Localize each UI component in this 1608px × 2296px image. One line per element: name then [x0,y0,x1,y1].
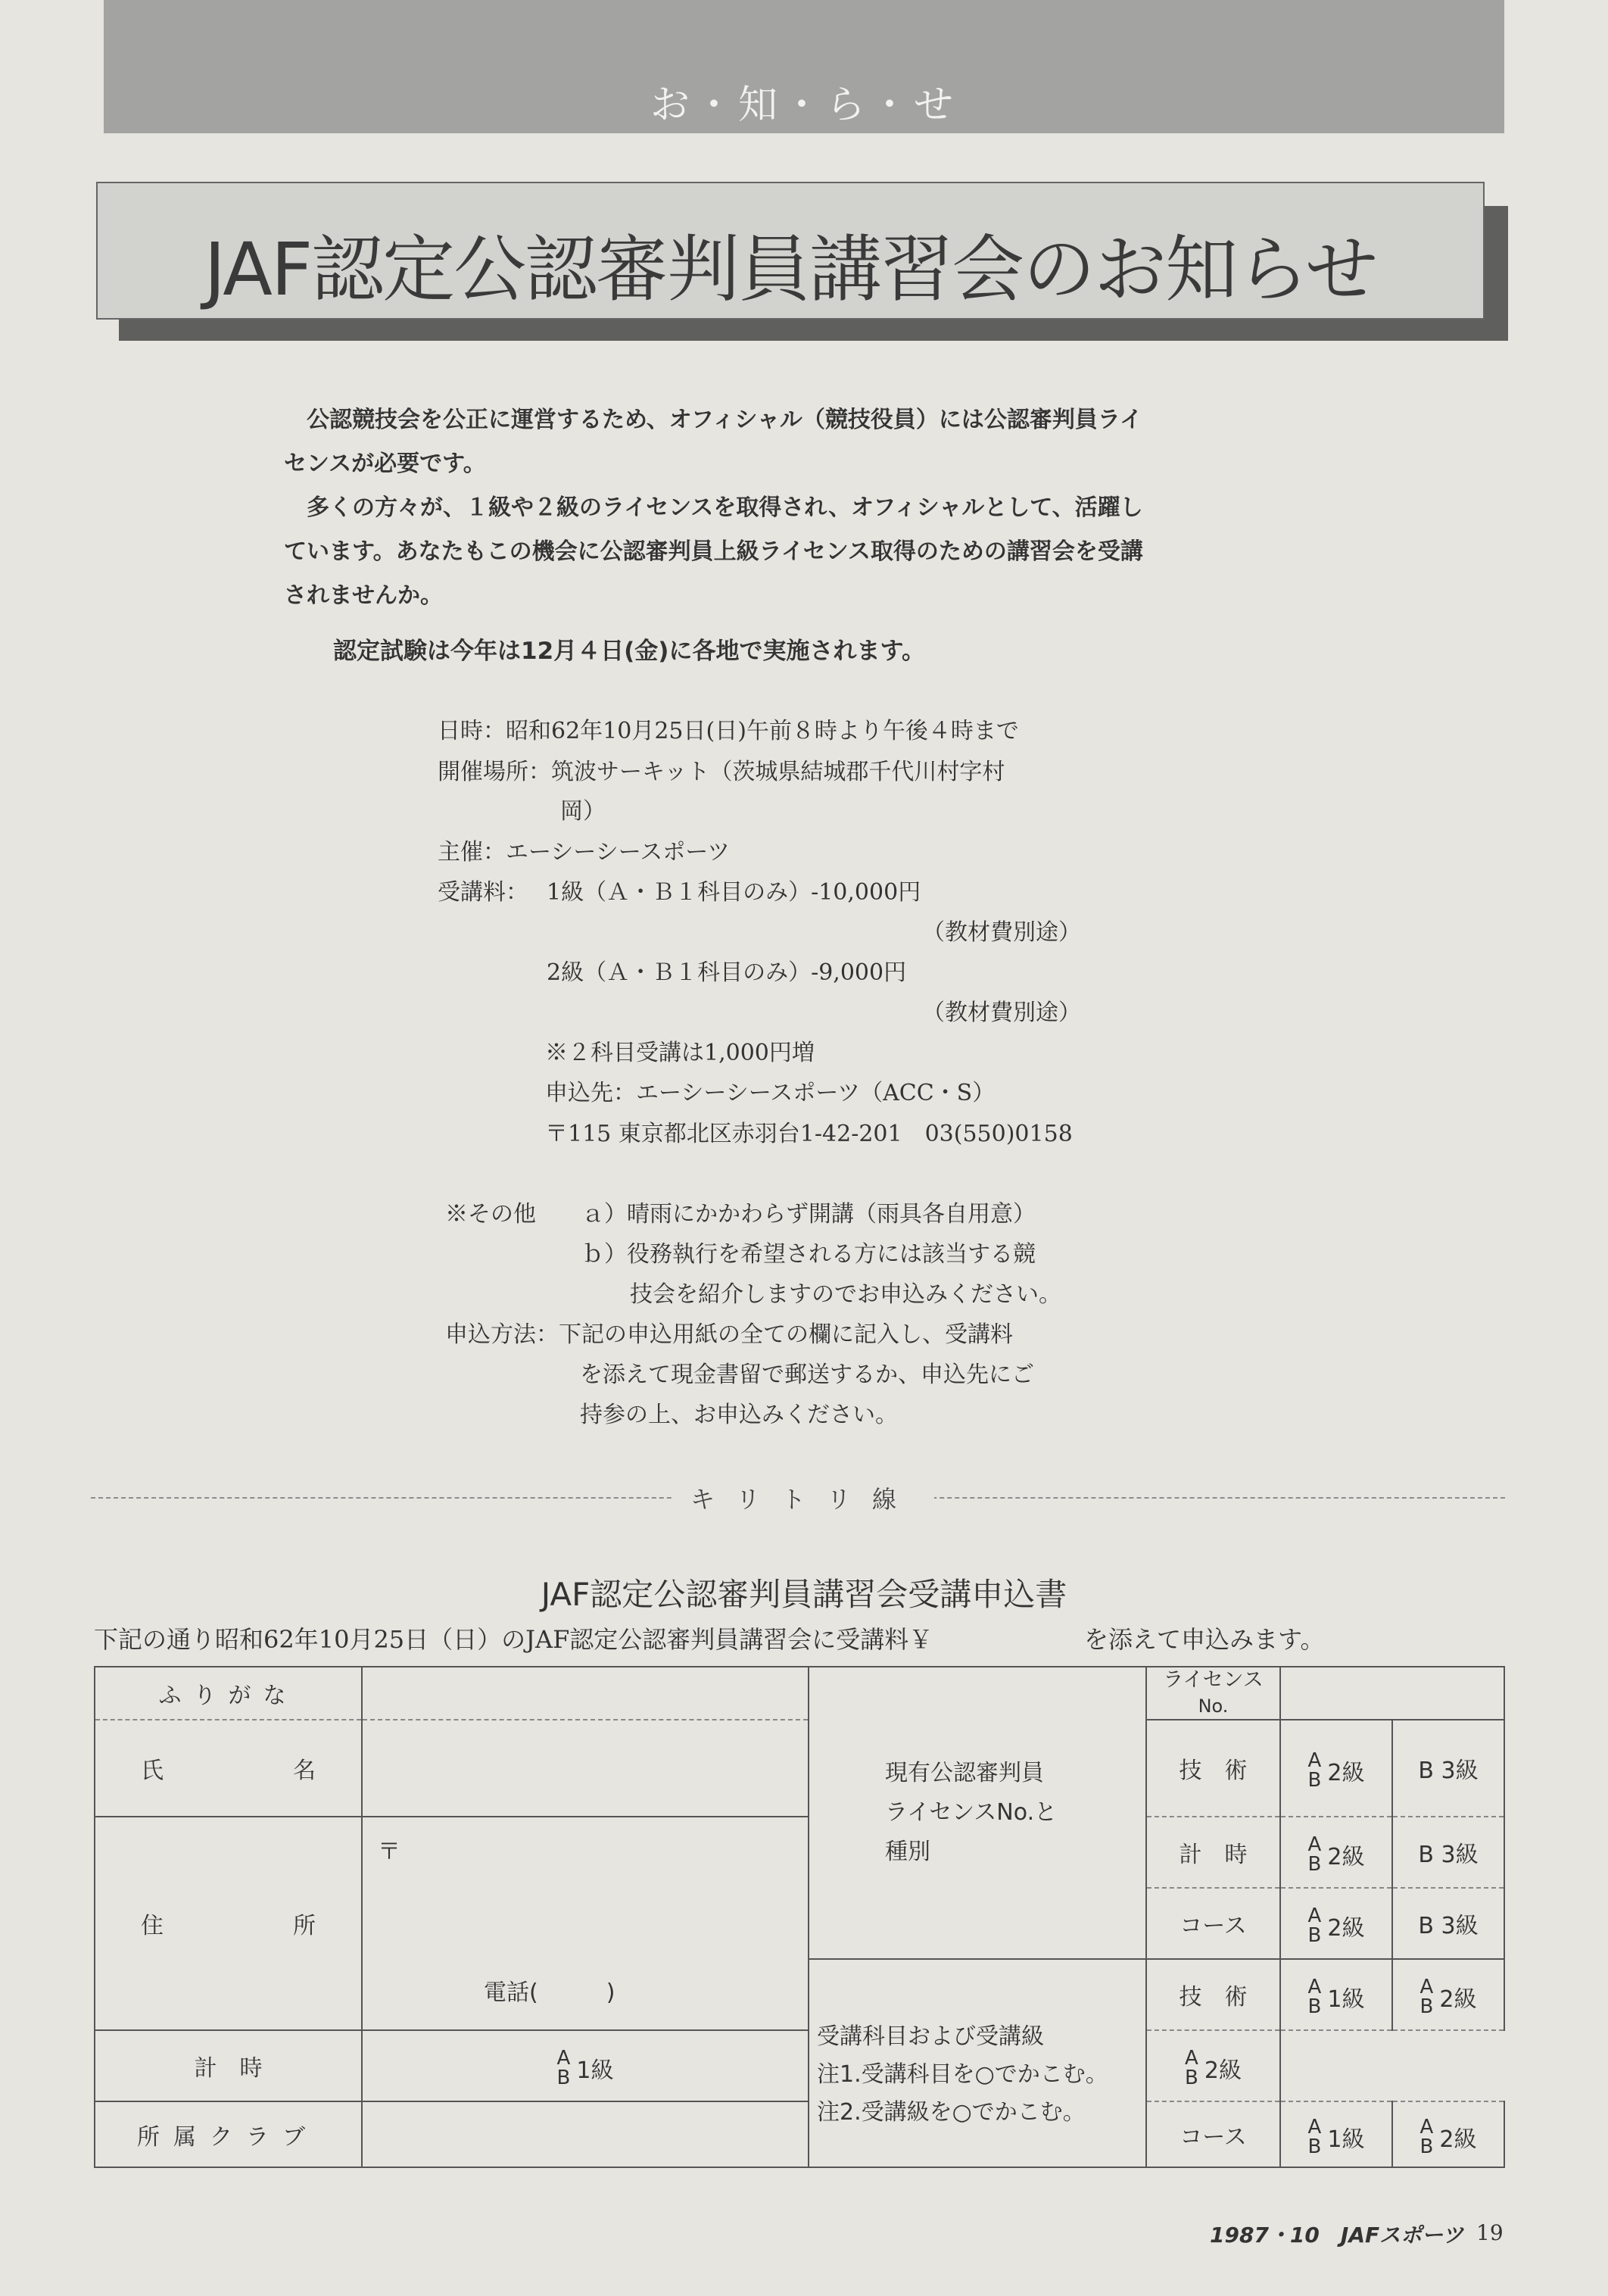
detail-apply-to: 申込先：エーシーシースポーツ（ACC・S） [545,1080,996,1106]
grade-cell[interactable]: A B 2級 [1280,1817,1392,1888]
detail-method-cont: を添えて現金書留で郵送するか、申込先にご [580,1362,1034,1388]
form-title: JAF認定公認審判員講習会受講申込書 [541,1576,1067,1613]
detail-datetime: 日時：昭和62年10月25日(日)午前８時より午後４時まで [438,718,1019,744]
category-time: 計 時 [1146,1817,1280,1888]
cut-line-label-wrap [0,1480,1608,1515]
grade-cell[interactable]: A B 1級 [1280,1959,1392,2030]
form-intro-end: を添えて申込みます。 [1084,1625,1325,1654]
detail-venue-cont: 岡） [560,798,606,825]
detail-fee1: 1級（Ａ・Ｂ１科目のみ）-10,000円 [547,879,921,906]
address-label: 住 所 [95,1817,362,2030]
exam-note: 認定試験は今年は12月４日(金)に各地で実施されます。 [333,638,925,665]
category-tech: 技 術 [1146,1959,1280,2030]
page-title: JAF認定公認審判員講習会のお知らせ [204,227,1377,312]
grade-cell[interactable]: B 3級 [1392,1720,1504,1817]
furigana-label: ふりがな [95,1667,362,1720]
grade-cell[interactable]: A B 2級 [1280,1720,1392,1817]
detail-fee-label: 受講料： [438,879,528,906]
name-label: 氏 名 [95,1720,362,1817]
detail-other-a: ａ）晴雨にかかわらず開講（雨具各自用意） [581,1201,1036,1228]
club-field[interactable] [362,2101,809,2167]
grade-cell[interactable]: A B 2級 [1146,2030,1280,2101]
grade-cell[interactable]: A B 2級 [1280,1888,1392,1959]
detail-other-b: ｂ）役務執行を希望される方には該当する競 [581,1241,1036,1268]
application-form [94,1666,1505,2168]
grade-cell[interactable]: A B 1級 [362,2030,809,2101]
phone-label: 電話( ) [484,1979,615,2006]
detail-method-cont: 持参の上、お申込みください。 [580,1402,898,1428]
category-tech: 技 術 [1146,1720,1280,1817]
detail-method: 申込方法：下記の申込用紙の全ての欄に記入し、受講料 [445,1321,1013,1348]
grade-cell[interactable]: A B 2級 [1392,1959,1504,2030]
category-course: コース [1146,1888,1280,1959]
furigana-field[interactable] [362,1667,809,1720]
name-field[interactable] [362,1720,809,1817]
title-box [96,182,1485,320]
intro-line: センスが必要です。 [284,451,486,477]
intro-line: されませんか。 [284,582,443,609]
license-no-field[interactable] [1280,1667,1504,1720]
page-number: 19 [1476,2220,1504,2245]
category-time: 計 時 [95,2030,362,2101]
section-label: お・知・ら・せ [650,83,958,128]
address-field[interactable] [362,1817,809,2030]
grade-cell[interactable]: B 3級 [1392,1888,1504,1959]
detail-other-b-cont: 技会を紹介しますのでお申込みください。 [630,1281,1061,1308]
category-course: コース [1146,2101,1280,2167]
footer-issue: 1987・10 JAFスポーツ [1210,2223,1463,2248]
grade-cell[interactable]: B 3級 [1392,1817,1504,1888]
intro-line: ています。あなたもこの機会に公認審判員上級ライセンス取得のための講習会を受講 [284,538,1143,565]
detail-fee2-note: （教材費別途） [922,1000,1081,1026]
grade-cell[interactable]: A B 1級 [1280,2101,1392,2167]
intro-line: 公認競技会を公正に運営するため、オフィシャル（競技役員）には公認審判員ライ [307,407,1142,433]
intro-line: 多くの方々が、１級や２級のライセンスを取得され、オフィシャルとして、活躍し [307,494,1143,521]
detail-fee1-note: （教材費別途） [922,919,1081,946]
postal-mark: 〒 [378,1839,400,1865]
subjects-label: 受講科目および受講級 注1.受講科目を○でかこむ。 注2.受講級を○でかこむ。 [809,1959,1146,2167]
detail-address: 〒115 東京都北区赤羽台1-42-201 03(550)0158 [545,1121,1073,1147]
intro-paragraph-1 [284,398,1314,618]
form-intro: 下記の通り昭和62年10月25日（日）のJAF認定公認審判員講習会に受講料￥ [94,1625,933,1654]
detail-venue: 開催場所：筑波サーキット（茨城県結城郡千代川村字村 [438,759,1005,785]
license-no-label: ライセンス No. [1146,1667,1280,1720]
detail-extra: ※２科目受講は1,000円増 [545,1040,815,1066]
detail-organizer: 主催：エーシーシースポーツ [438,839,731,866]
license-current-label: 現有公認審判員 ライセンスNo.と 種別 [809,1667,1146,1959]
detail-fee2: 2級（Ａ・Ｂ１科目のみ）-9,000円 [547,959,907,986]
detail-other-label: ※その他 [445,1201,536,1228]
club-label: 所属クラブ [95,2101,362,2167]
grade-cell[interactable]: A B 2級 [1392,2101,1504,2167]
cut-line-label: キリトリ線 [674,1485,934,1514]
header-band [104,0,1504,133]
